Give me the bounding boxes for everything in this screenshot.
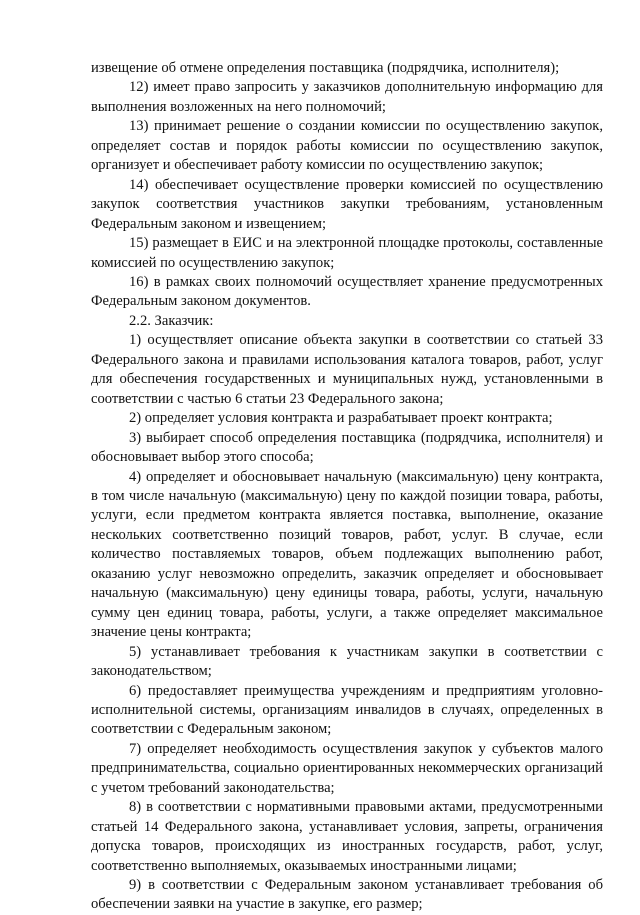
paragraph-item-12: 12) имеет право запросить у заказчиков дополнительную информацию для выполнения возложенных на него полномочий; bbox=[91, 79, 603, 115]
paragraph-item-3: 3) выбирает способ определения поставщика (подрядчика, исполнителя) и обосновывает выбор этого способа; bbox=[91, 429, 603, 466]
paragraph-item-16: 16) в рамках своих полномочий осуществляет хранение предусмотренных Федеральным законом документов. bbox=[91, 273, 603, 310]
paragraph-item-9: 9) в соответствии с Федеральным законом устанавливает требования об обеспечении заявки на участие в закупке, его размер; bbox=[91, 877, 603, 913]
paragraph-item-14: 14) обеспечивает осуществление проверки комиссией по осуществлению закупок соответствия участников закупки требованиям, установленным Федеральным законом и извещением; bbox=[91, 176, 603, 232]
paragraph-item-13: 13) принимает решение о создании комиссии по осуществлению закупок, определяет состав и порядок работы комиссии по осуществлению закупок, организует и обеспечивает работу комиссии по осуществлению закупок; bbox=[91, 118, 603, 174]
paragraph-item-7: 7) определяет необходимость осуществления закупок у субъектов малого предпринимательства, социально ориентированных некоммерческих организаций с учетом требований законодательства; bbox=[91, 740, 603, 796]
paragraph-item-5: 5) устанавливает требования к участникам закупки в соответствии с законодательством; bbox=[91, 643, 603, 680]
paragraph-item-4: 4) определяет и обосновывает начальную (максимальную) цену контракта, в том числе начальную (максимальную) цену по каждой позиции товара, работы, услуги, если предметом контракта является поставка, выполнение, оказание нескольких соответственно позиций товаров, работ, услуг. В случае, если количество поставляемых товаров, объем подлежащих выполнению работ, оказанию услуг невозможно определить, заказчик определяет и обосновывает начальную (максимальную) цену единицы товара, работы, услуги, начальную сумму цен единиц товара, работы, услуги, а также определяет максимальное значение цены контракта; bbox=[91, 468, 603, 641]
document-page bbox=[91, 59, 603, 915]
paragraph-continuation: извещение об отмене определения поставщика (подрядчика, исполнителя); bbox=[91, 60, 560, 76]
paragraph-item-8: 8) в соответствии с нормативными правовыми актами, предусмотренными статьей 14 Федерального закона, устанавливает условия, запреты, ограничения допуска товаров, происходящих из иностранных государств, работ, услуг, соответственно выполняемых, оказываемых иностранными лицами; bbox=[91, 799, 603, 874]
paragraph-item-6: 6) предоставляет преимущества учреждениям и предприятиям уголовно-исполнительной системы, организациям инвалидов в случаях, определенных в соответствии с Федеральным законом; bbox=[91, 682, 603, 738]
paragraph-item-1: 1) осуществляет описание объекта закупки в соответствии со статьей 33 Федерального закона и правилами использования каталога товаров, работ, услуг для обеспечения государственных и муниципальных нужд, установленными в соответствии с частью 6 статьи 23 Федерального закона; bbox=[91, 332, 603, 407]
section-heading-2-2: 2.2. Заказчик: bbox=[129, 312, 214, 329]
paragraph-item-2: 2) определяет условия контракта и разрабатывает проект контракта; bbox=[129, 410, 553, 427]
paragraph-item-15: 15) размещает в ЕИС и на электронной площадке протоколы, составленные комиссией по осуществлению закупок; bbox=[91, 235, 603, 271]
